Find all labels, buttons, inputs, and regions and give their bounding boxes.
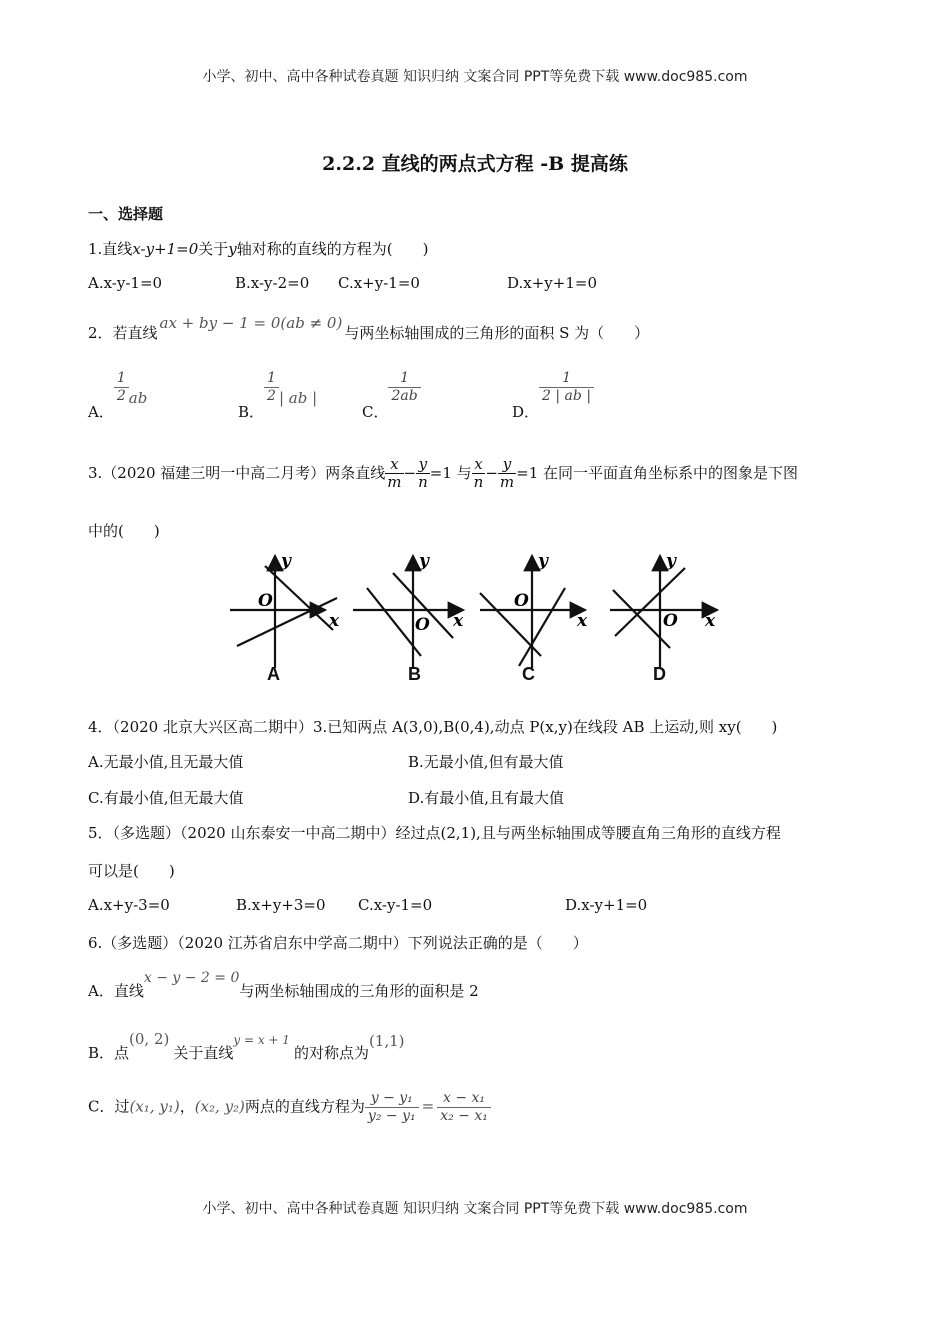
graph-c-x-label: x xyxy=(577,611,588,631)
page-title: 2.2.2 直线的两点式方程 -B 提高练 xyxy=(322,153,628,175)
graph-b xyxy=(353,556,463,668)
question-4-stem: 4．（2020 北京大兴区高二期中）3.已知两点 A(3,0),B(0,4),动点 P(x,y)在线段 AB 上运动,则 xy( ) xyxy=(88,718,778,736)
question-2-stem: 2．若直线ax + by − 1 = 0(ab ≠ 0)与两坐标轴围成的三角形的面积 S 为（ ） xyxy=(88,314,650,342)
graph-c-origin: O xyxy=(514,591,529,611)
question-5-stem: 5．（多选题）（2020 山东泰安一中高二期中）经过点(2,1),且与两坐标轴围成等腰直角三角形的直线方程 xyxy=(88,824,781,842)
q5-option-d: D.x-y+1=0 xyxy=(565,896,648,914)
q2-option-b: B． $\frac{1}{2}$ | ab | xyxy=(238,370,318,422)
q6c-point-2: (x₂, y₂) xyxy=(194,1097,245,1116)
q1-option-c: C.x+y-1=0 xyxy=(338,274,420,292)
question-3-stem: 3.（2020 福建三明一中高二月考）两条直线 $\frac{x}{m}$ − $\frac{y}{n}$ =1 与 $\frac{x}{n}$ − $\frac{y}{m}$ =1 在同一平面直角坐标系中的图象是下图 xyxy=(88,455,799,492)
section-heading: 一、选择题 xyxy=(88,205,164,223)
q2-option-d: D． $\frac{1}{2 | ab |}$ xyxy=(512,370,594,405)
q6-option-c: C．过(x₁, y₁)，(x₂, y₂)两点的直线方程为 $\frac{\text{y − y₁}}{\text{y₂ − y₁}}$ = $\frac{\text{x − x₁}}{\text{x₂ − x₁}}$ xyxy=(88,1090,491,1125)
q1-option-a: A.x-y-1=0 xyxy=(88,274,163,292)
q2-option-c: C． $\frac{1}{2ab}$ xyxy=(362,370,421,405)
header-banner: 小学、初中、高中各种试卷真题 知识归纳 文案合同 PPT等免费下载 www.doc985.com xyxy=(202,69,748,85)
graph-a-origin: O xyxy=(258,591,273,611)
graph-a xyxy=(230,556,337,668)
q6a-equation: x − y − 2 = 0 xyxy=(143,970,240,986)
q2-option-a: A． $\frac{1}{2}$ ab xyxy=(88,370,148,422)
q6-option-a: A．直线x − y − 2 = 0与两坐标轴围成的三角形的面积是 2 xyxy=(88,970,479,1000)
q4-option-c: C.有最小值,但无最大值 xyxy=(88,789,244,807)
graph-a-x-label: x xyxy=(329,611,340,631)
q6c-right-fraction: $\frac{\text{x − x₁}}{\text{x₂ − x₁}}$ xyxy=(437,1090,491,1125)
q1-option-b: B.x-y-2=0 xyxy=(235,274,310,292)
q6b-line: y = x + 1 xyxy=(233,1033,290,1047)
q2-equation: ax + by − 1 = 0(ab ≠ 0) xyxy=(159,314,343,332)
q6-option-b: B．点(0, 2)关于直线$^{y = x + 1}$的对称点为(1,1) xyxy=(88,1030,405,1062)
figure-label-a: A xyxy=(267,664,280,684)
question-3-line2: 中的( ) xyxy=(88,522,160,540)
graph-d-y-label: y xyxy=(666,551,676,571)
q6b-point: (0, 2) xyxy=(129,1030,170,1048)
footer-banner: 小学、初中、高中各种试卷真题 知识归纳 文案合同 PPT等免费下载 www.doc985.com xyxy=(202,1201,748,1217)
q4-option-a: A.无最小值,且无最大值 xyxy=(88,753,244,771)
graph-c xyxy=(480,556,585,668)
graph-d-origin: O xyxy=(663,611,678,631)
q4-option-b: B.无最小值,但有最大值 xyxy=(408,753,564,771)
q4-option-d: D.有最小值,且有最大值 xyxy=(408,789,565,807)
question-1-stem: 1.直线x-y+1=0关于y轴对称的直线的方程为( ) xyxy=(88,240,429,258)
question-6-stem: 6.（多选题）（2020 江苏省启东中学高二期中）下列说法正确的是（ ） xyxy=(88,934,588,952)
q1-option-d: D.x+y+1=0 xyxy=(507,274,597,292)
q5-option-a: A.x+y-3=0 xyxy=(88,896,170,914)
graph-b-x-label: x xyxy=(453,611,464,631)
q6c-point-1: (x₁, y₁) xyxy=(129,1097,180,1116)
question-5-line2: 可以是( ) xyxy=(88,862,175,880)
graph-a-y-label: y xyxy=(281,551,291,571)
q5-option-c: C.x-y-1=0 xyxy=(358,896,433,914)
figure-label-c: C xyxy=(522,664,535,684)
q6b-answer: (1,1) xyxy=(368,1032,405,1050)
figure-label-d: D xyxy=(653,664,666,684)
q5-option-b: B.x+y+3=0 xyxy=(236,896,326,914)
graph-d-x-label: x xyxy=(705,611,716,631)
figure-label-b: B xyxy=(408,664,421,684)
q6c-left-fraction: $\frac{\text{y − y₁}}{\text{y₂ − y₁}}$ xyxy=(365,1090,419,1125)
graph-b-origin: O xyxy=(415,615,430,635)
graph-c-y-label: y xyxy=(538,551,548,571)
graph-b-y-label: y xyxy=(419,551,429,571)
